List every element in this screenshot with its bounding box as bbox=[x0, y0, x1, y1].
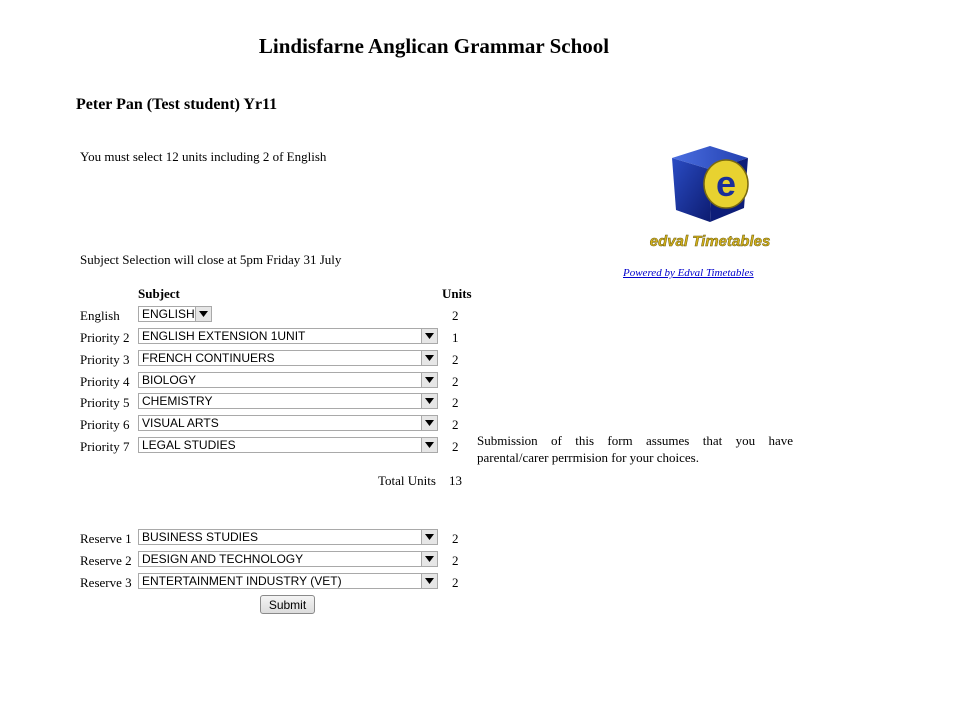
reserve-row-2 bbox=[0, 551, 480, 570]
row-label: English bbox=[80, 308, 120, 323]
units-header: Units bbox=[442, 286, 472, 301]
selection-row-priority-4 bbox=[0, 372, 480, 391]
row-units: 2 bbox=[452, 553, 459, 568]
dropdown-arrow-icon[interactable] bbox=[421, 530, 437, 544]
row-label: Priority 4 bbox=[80, 374, 130, 389]
selection-row-priority-3 bbox=[0, 350, 480, 369]
select-value: BUSINESS STUDIES bbox=[142, 530, 259, 544]
subject-header: Subject bbox=[138, 286, 180, 301]
dropdown-arrow-icon[interactable] bbox=[195, 307, 211, 321]
edval-cube-icon bbox=[630, 140, 790, 252]
row-label: Priority 5 bbox=[80, 395, 130, 410]
row-units: 2 bbox=[452, 531, 459, 546]
dropdown-arrow-icon[interactable] bbox=[421, 351, 437, 365]
english-subject-select[interactable] bbox=[138, 306, 212, 322]
student-name: Peter Pan (Test student) Yr11 bbox=[76, 96, 278, 113]
priority-2-subject-select[interactable] bbox=[138, 328, 438, 344]
row-label: Reserve 2 bbox=[80, 553, 132, 568]
reserve-row-1 bbox=[0, 529, 480, 548]
dropdown-arrow-icon[interactable] bbox=[421, 438, 437, 452]
dropdown-arrow-icon[interactable] bbox=[421, 574, 437, 588]
row-units: 2 bbox=[452, 395, 459, 410]
selection-row-priority-5 bbox=[0, 393, 480, 412]
select-value: CHEMISTRY bbox=[142, 394, 213, 408]
row-label: Priority 3 bbox=[80, 352, 130, 367]
row-units: 2 bbox=[452, 308, 459, 323]
reserve-row-3 bbox=[0, 573, 480, 592]
row-units: 2 bbox=[452, 352, 459, 367]
school-title: Lindisfarne Anglican Grammar School bbox=[258, 34, 610, 58]
dropdown-arrow-icon[interactable] bbox=[421, 394, 437, 408]
selection-row-english bbox=[0, 306, 480, 325]
row-label: Priority 2 bbox=[80, 330, 130, 345]
reserve-2-subject-select[interactable] bbox=[138, 551, 438, 567]
edval-logo bbox=[630, 140, 790, 252]
dropdown-arrow-icon[interactable] bbox=[421, 329, 437, 343]
row-units: 1 bbox=[452, 330, 459, 345]
row-label: Priority 7 bbox=[80, 439, 130, 454]
powered-by-link[interactable]: Powered by Edval Timetables bbox=[623, 267, 754, 279]
row-label: Reserve 1 bbox=[80, 531, 132, 546]
row-units: 2 bbox=[452, 417, 459, 432]
priority-3-subject-select[interactable] bbox=[138, 350, 438, 366]
row-units: 2 bbox=[452, 575, 459, 590]
row-label: Priority 6 bbox=[80, 417, 130, 432]
select-value: BIOLOGY bbox=[142, 373, 197, 387]
priority-7-subject-select[interactable] bbox=[138, 437, 438, 453]
priority-6-subject-select[interactable] bbox=[138, 415, 438, 431]
deadline-text: Subject Selection will close at 5pm Friday 31 July bbox=[80, 252, 342, 267]
row-label: Reserve 3 bbox=[80, 575, 132, 590]
reserve-1-subject-select[interactable] bbox=[138, 529, 438, 545]
select-value: ENGLISH bbox=[142, 307, 195, 321]
total-units-value: 13 bbox=[449, 473, 462, 488]
dropdown-arrow-icon[interactable] bbox=[421, 552, 437, 566]
row-units: 2 bbox=[452, 374, 459, 389]
select-value: ENTERTAINMENT INDUSTRY (VET) bbox=[142, 574, 342, 588]
dropdown-arrow-icon[interactable] bbox=[421, 373, 437, 387]
select-value: LEGAL STUDIES bbox=[142, 438, 236, 452]
row-units: 2 bbox=[452, 439, 459, 454]
total-units-label: Total Units bbox=[378, 473, 436, 488]
instruction-text: You must select 12 units including 2 of English bbox=[80, 149, 327, 164]
submit-button[interactable]: Submit bbox=[260, 595, 315, 614]
select-value: VISUAL ARTS bbox=[142, 416, 219, 430]
svg-text:e: e bbox=[715, 163, 737, 204]
selection-row-priority-2 bbox=[0, 328, 480, 347]
select-value: DESIGN AND TECHNOLOGY bbox=[142, 552, 304, 566]
permission-notice: Submission of this form assumes that you have parental/carer perrmision for your choices. bbox=[477, 433, 793, 465]
select-value: FRENCH CONTINUERS bbox=[142, 351, 275, 365]
priority-4-subject-select[interactable] bbox=[138, 372, 438, 388]
reserve-3-subject-select[interactable] bbox=[138, 573, 438, 589]
select-value: ENGLISH EXTENSION 1UNIT bbox=[142, 329, 306, 343]
dropdown-arrow-icon[interactable] bbox=[421, 416, 437, 430]
svg-text:edval Timetables: edval Timetables bbox=[649, 233, 771, 250]
selection-row-priority-6 bbox=[0, 415, 480, 434]
priority-5-subject-select[interactable] bbox=[138, 393, 438, 409]
selection-row-priority-7 bbox=[0, 437, 480, 456]
